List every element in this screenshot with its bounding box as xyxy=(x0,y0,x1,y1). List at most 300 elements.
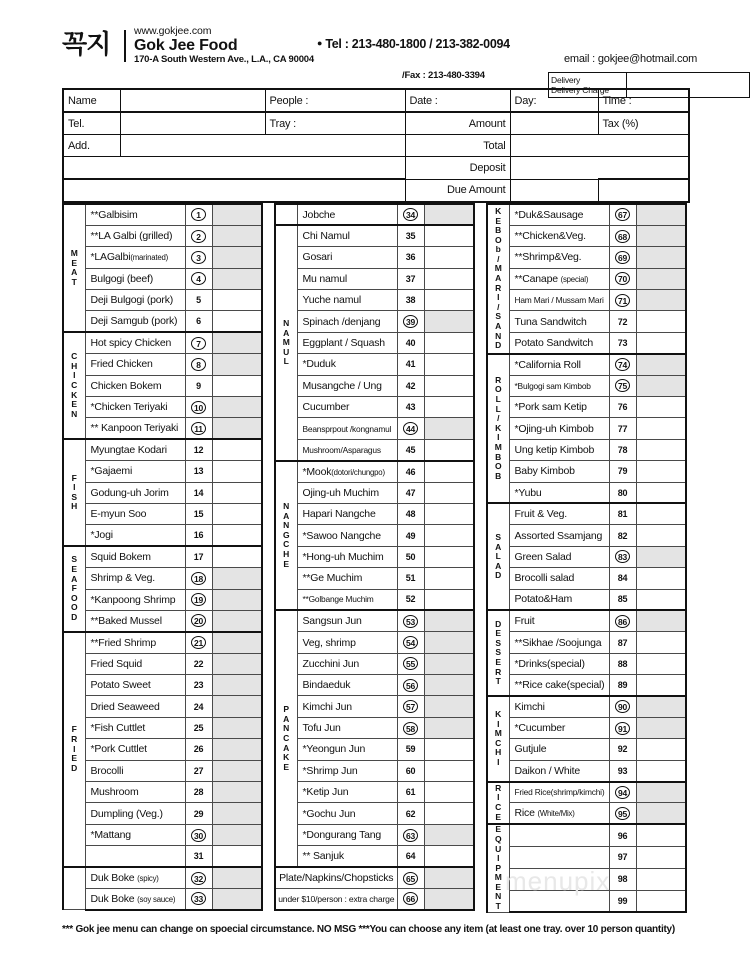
quantity-input[interactable] xyxy=(424,546,474,567)
menu-row xyxy=(275,867,474,888)
menu-item-number xyxy=(609,375,636,396)
menu-row xyxy=(487,717,686,738)
menu-row xyxy=(275,675,474,696)
menu-item-name: *Ketip Jun xyxy=(297,782,397,803)
menu-item-number xyxy=(609,247,636,268)
menu-item-name: Fried Chicken xyxy=(85,354,185,375)
menu-row xyxy=(487,696,686,717)
circled-number: 54 xyxy=(403,636,418,649)
circled-number: 70 xyxy=(615,272,630,285)
quantity-input[interactable] xyxy=(212,803,262,824)
bullet-icon: ● xyxy=(317,38,323,48)
quantity-input[interactable] xyxy=(424,782,474,803)
menu-item-number xyxy=(185,397,212,418)
menu-row xyxy=(487,632,686,653)
menu-row xyxy=(487,739,686,760)
quantity-input[interactable] xyxy=(636,717,686,738)
quantity-input[interactable] xyxy=(212,397,262,418)
menu-item-name: *Cucumber xyxy=(509,717,609,738)
menu-item-number: 45 xyxy=(397,439,424,460)
menu-item-name: *Dongurang Tang xyxy=(297,824,397,845)
menu-category-label: E Q U I P M E N T xyxy=(487,824,509,912)
menu-item-number: 49 xyxy=(397,525,424,546)
menu-item-name: Godung-uh Jorim xyxy=(85,482,185,503)
telephone-value: Tel : 213-480-1800 / 213-382-0094 xyxy=(325,37,510,51)
quantity-input[interactable] xyxy=(636,375,686,396)
quantity-input[interactable] xyxy=(212,268,262,289)
due-amount-label: Due Amount xyxy=(405,179,510,202)
menu-row xyxy=(63,846,262,867)
quantity-input[interactable] xyxy=(636,225,686,246)
menu-item-name: Cucumber xyxy=(297,397,397,418)
circled-number: 2 xyxy=(191,230,206,243)
menu-row xyxy=(275,439,474,460)
menu-row xyxy=(487,610,686,631)
quantity-input[interactable] xyxy=(424,675,474,696)
quantity-input[interactable] xyxy=(636,846,686,868)
menu-item-number xyxy=(609,268,636,289)
quantity-input[interactable] xyxy=(212,568,262,589)
quantity-input[interactable] xyxy=(636,311,686,332)
menu-row xyxy=(63,889,262,910)
menu-row xyxy=(487,868,686,890)
menu-category-label: R O L L / K I M B O B xyxy=(487,354,509,504)
quantity-input[interactable] xyxy=(424,846,474,867)
menu-row xyxy=(63,717,262,738)
quantity-input[interactable] xyxy=(212,290,262,311)
quantity-input[interactable] xyxy=(424,696,474,717)
quantity-input[interactable] xyxy=(424,311,474,332)
quantity-input[interactable] xyxy=(212,439,262,460)
menu-item-number: 97 xyxy=(609,846,636,868)
menu-item-number: 16 xyxy=(185,525,212,546)
menu-row xyxy=(275,546,474,567)
menu-item-name: Green Salad xyxy=(509,546,609,567)
tray-label[interactable]: Tray : xyxy=(265,112,405,135)
quantity-input[interactable] xyxy=(636,632,686,653)
menu-item-number: 5 xyxy=(185,290,212,311)
menu-row xyxy=(487,482,686,503)
tax-label[interactable]: Tax (%) xyxy=(598,112,689,135)
menu-item-number: 87 xyxy=(609,632,636,653)
menu-row xyxy=(275,375,474,396)
menu-item-number: 37 xyxy=(397,268,424,289)
quantity-input[interactable] xyxy=(212,247,262,268)
menu-item-name: **Canape (special) xyxy=(509,268,609,289)
quantity-input[interactable] xyxy=(424,247,474,268)
quantity-input[interactable] xyxy=(424,503,474,524)
menu-row xyxy=(63,803,262,824)
date-label[interactable]: Date : xyxy=(405,89,510,112)
menu-item-number: 31 xyxy=(185,846,212,867)
menu-row xyxy=(487,225,686,246)
quantity-input[interactable] xyxy=(424,482,474,503)
quantity-input[interactable] xyxy=(636,461,686,482)
quantity-input[interactable] xyxy=(212,354,262,375)
quantity-input[interactable] xyxy=(212,632,262,653)
quantity-input[interactable] xyxy=(424,717,474,738)
menu-item-number: 6 xyxy=(185,311,212,332)
menu-row xyxy=(275,782,474,803)
quantity-input[interactable] xyxy=(424,739,474,760)
time-label[interactable]: Time : xyxy=(598,89,689,112)
quantity-input[interactable] xyxy=(636,204,686,225)
quantity-input[interactable] xyxy=(212,375,262,396)
menu-row xyxy=(275,311,474,332)
quantity-input[interactable] xyxy=(424,824,474,845)
quantity-input[interactable] xyxy=(636,803,686,824)
menu-item-number: 25 xyxy=(185,717,212,738)
menu-row xyxy=(275,503,474,524)
menu-row xyxy=(275,568,474,589)
menu-row xyxy=(487,268,686,289)
menu-item-number: 79 xyxy=(609,461,636,482)
quantity-input[interactable] xyxy=(212,717,262,738)
menu-item-number xyxy=(609,225,636,246)
due-amount-input[interactable] xyxy=(598,179,689,202)
menu-row xyxy=(487,375,686,396)
menu-row xyxy=(275,461,474,482)
quantity-input[interactable] xyxy=(212,332,262,353)
quantity-input[interactable] xyxy=(212,610,262,631)
quantity-input[interactable] xyxy=(212,782,262,803)
menu-row xyxy=(275,739,474,760)
menu-item-name: *Drinks(special) xyxy=(509,653,609,674)
quantity-input[interactable] xyxy=(424,204,474,225)
menu-item-number xyxy=(609,803,636,824)
quantity-input[interactable] xyxy=(212,418,262,439)
quantity-input[interactable] xyxy=(424,589,474,610)
quantity-input[interactable] xyxy=(636,890,686,912)
menu-row xyxy=(275,482,474,503)
quantity-input[interactable] xyxy=(212,204,262,225)
menu-row xyxy=(487,653,686,674)
menu-row xyxy=(487,311,686,332)
quantity-input[interactable] xyxy=(636,290,686,311)
menu-item-number: 81 xyxy=(609,503,636,524)
quantity-input[interactable] xyxy=(212,739,262,760)
menu-column-1 xyxy=(62,203,263,913)
circled-number: 63 xyxy=(403,829,418,842)
circled-number: 39 xyxy=(403,315,418,328)
quantity-input[interactable] xyxy=(424,867,474,888)
quantity-input[interactable] xyxy=(212,482,262,503)
quantity-input[interactable] xyxy=(636,439,686,460)
menu-item-name: Myungtae Kodari xyxy=(85,439,185,460)
circled-number: 3 xyxy=(191,251,206,264)
menu-item-number: 59 xyxy=(397,739,424,760)
people-label[interactable]: People : xyxy=(265,89,405,112)
menu-row xyxy=(63,482,262,503)
quantity-input[interactable] xyxy=(636,568,686,589)
menu-item-name: Daikon / White xyxy=(509,760,609,781)
menu-item-number xyxy=(185,332,212,353)
menu-row xyxy=(275,268,474,289)
circled-number: 1 xyxy=(191,208,206,221)
menu-item-name: Assorted Ssamjang xyxy=(509,525,609,546)
quantity-input[interactable] xyxy=(636,503,686,524)
menu-item-name: Fruit & Veg. xyxy=(509,503,609,524)
quantity-input[interactable] xyxy=(212,846,262,867)
menu-item-number xyxy=(397,610,424,631)
menu-item-name: Dumpling (Veg.) xyxy=(85,803,185,824)
menu-row xyxy=(63,397,262,418)
quantity-input[interactable] xyxy=(636,760,686,781)
quantity-input[interactable] xyxy=(424,354,474,375)
quantity-input[interactable] xyxy=(636,696,686,717)
quantity-input[interactable] xyxy=(636,482,686,503)
menu-item-name: **Shrimp&Veg. xyxy=(509,247,609,268)
quantity-input[interactable] xyxy=(212,589,262,610)
quantity-input[interactable] xyxy=(212,867,262,888)
circled-number: 55 xyxy=(403,657,418,670)
menu-category-label: S A L A D xyxy=(487,503,509,610)
menu-category-label: K I M C H I xyxy=(487,696,509,782)
quantity-input[interactable] xyxy=(424,889,474,910)
menu-row xyxy=(63,696,262,717)
menu-item-name xyxy=(509,824,609,846)
quantity-input[interactable] xyxy=(212,889,262,910)
menu-item-name: Brocolli salad xyxy=(509,568,609,589)
menu-row xyxy=(275,632,474,653)
quantity-input[interactable] xyxy=(636,397,686,418)
menu-row xyxy=(487,589,686,610)
menu-item-number xyxy=(609,204,636,225)
menu-item-number xyxy=(397,867,424,888)
menu-item-name: Brocolli xyxy=(85,760,185,781)
menu-item-name: Deji Samgub (pork) xyxy=(85,311,185,332)
menu-item-number xyxy=(185,867,212,888)
quantity-input[interactable] xyxy=(636,610,686,631)
circled-number: 83 xyxy=(615,550,630,563)
menu-item-number xyxy=(609,354,636,375)
menu-item-name: *Mattang xyxy=(85,824,185,845)
menu-category-label: M E A T xyxy=(63,204,85,332)
menu-item-number: 62 xyxy=(397,803,424,824)
menu-category-label: K E B O b / M A R I / S A N D xyxy=(487,204,509,354)
menu-item-name: **Baked Mussel xyxy=(85,610,185,631)
menu-category-label: D E S S E R T xyxy=(487,610,509,696)
quantity-input[interactable] xyxy=(636,418,686,439)
menu-item-number: 23 xyxy=(185,675,212,696)
menu-item-name: ** Kanpoon Teriyaki xyxy=(85,418,185,439)
quantity-input[interactable] xyxy=(424,268,474,289)
quantity-input[interactable] xyxy=(212,311,262,332)
menu-item-name: Hot spicy Chicken xyxy=(85,332,185,353)
quantity-input[interactable] xyxy=(636,354,686,375)
deposit-input[interactable] xyxy=(510,157,689,180)
menu-row xyxy=(275,889,474,910)
menu-row xyxy=(63,439,262,460)
quantity-input[interactable] xyxy=(424,653,474,674)
menu-row xyxy=(63,782,262,803)
menu-item-number: 89 xyxy=(609,675,636,696)
logo-divider xyxy=(124,30,126,62)
menu-item-number xyxy=(609,610,636,631)
quantity-input[interactable] xyxy=(424,803,474,824)
menu-row xyxy=(63,332,262,353)
menu-row xyxy=(63,354,262,375)
menu-item-number: 85 xyxy=(609,589,636,610)
menu-item-name: Rice (White/Mix) xyxy=(509,803,609,824)
quantity-input[interactable] xyxy=(424,225,474,246)
address-input[interactable] xyxy=(120,135,405,157)
quantity-input[interactable] xyxy=(636,824,686,846)
menu-row xyxy=(275,290,474,311)
menu-item-number xyxy=(397,311,424,332)
circled-number: 19 xyxy=(191,593,206,606)
menu-item-name: Ham Mari / Mussam Mari xyxy=(509,290,609,311)
total-label: Total xyxy=(405,135,510,157)
menu-item-name: **Golbange Muchim xyxy=(297,589,397,610)
menu-item-number: 61 xyxy=(397,782,424,803)
menu-item-name: Duk Boke (soy sauce) xyxy=(85,889,185,910)
menu-category-label xyxy=(63,867,85,910)
quantity-input[interactable] xyxy=(636,868,686,890)
menu-row xyxy=(63,653,262,674)
quantity-input[interactable] xyxy=(636,332,686,353)
menu-item-name: *Kanpoong Shrimp xyxy=(85,589,185,610)
menu-item-name: Zucchini Jun xyxy=(297,653,397,674)
menu-item-number: 76 xyxy=(609,397,636,418)
quantity-input[interactable] xyxy=(424,375,474,396)
circled-number: 58 xyxy=(403,722,418,735)
quantity-input[interactable] xyxy=(636,525,686,546)
quantity-input[interactable] xyxy=(424,290,474,311)
menu-row xyxy=(487,824,686,846)
menu-item-number xyxy=(609,717,636,738)
quantity-input[interactable] xyxy=(212,546,262,567)
menu-item-name: *LAGalbi(marinated) xyxy=(85,247,185,268)
quantity-input[interactable] xyxy=(424,632,474,653)
menu-row xyxy=(275,397,474,418)
menu-row xyxy=(275,525,474,546)
menu-item-name: Shrimp & Veg. xyxy=(85,568,185,589)
quantity-input[interactable] xyxy=(636,675,686,696)
menu-row xyxy=(275,696,474,717)
circled-number: 32 xyxy=(191,872,206,885)
menu-item-number xyxy=(397,696,424,717)
quantity-input[interactable] xyxy=(636,589,686,610)
menu-item-name: under $10/person : extra charge xyxy=(275,889,397,910)
menu-item-name: *Duduk xyxy=(297,354,397,375)
quantity-input[interactable] xyxy=(212,653,262,674)
telephone-text xyxy=(317,37,510,51)
quantity-input[interactable] xyxy=(636,782,686,803)
menu-row xyxy=(63,675,262,696)
circled-number: 66 xyxy=(403,892,418,905)
menu-row xyxy=(275,332,474,353)
quantity-input[interactable] xyxy=(636,653,686,674)
menu-item-number: 46 xyxy=(397,461,424,482)
menu-item-number: 48 xyxy=(397,503,424,524)
menu-item-name: **Ge Muchim xyxy=(297,568,397,589)
menu-item-name: Kimchi xyxy=(509,696,609,717)
quantity-input[interactable] xyxy=(636,268,686,289)
menu-item-number xyxy=(185,418,212,439)
menu-row xyxy=(63,375,262,396)
quantity-input[interactable] xyxy=(424,439,474,460)
tel-input[interactable] xyxy=(120,112,265,135)
quantity-input[interactable] xyxy=(212,675,262,696)
menu-item-name: Musangche / Ung xyxy=(297,375,397,396)
menu-row xyxy=(63,290,262,311)
menu-row xyxy=(487,439,686,460)
circled-number: 4 xyxy=(191,272,206,285)
quantity-input[interactable] xyxy=(424,525,474,546)
menu-row xyxy=(63,867,262,888)
menu-item-number: 73 xyxy=(609,332,636,353)
total-input[interactable] xyxy=(510,135,689,157)
form-row-tel xyxy=(63,112,689,135)
customer-info-form xyxy=(62,84,688,203)
quantity-input[interactable] xyxy=(636,546,686,567)
menu-row xyxy=(275,354,474,375)
quantity-input[interactable] xyxy=(212,525,262,546)
website-text: www.gokjee.com xyxy=(134,25,212,37)
menu-item-number: 77 xyxy=(609,418,636,439)
menu-item-name: **Chicken&Veg. xyxy=(509,225,609,246)
menu-item-name: Fried Rice(shrimp/kimchi) xyxy=(509,782,609,803)
quantity-input[interactable] xyxy=(424,610,474,631)
quantity-input[interactable] xyxy=(212,824,262,845)
menu-item-number xyxy=(609,782,636,803)
menu-row xyxy=(63,525,262,546)
quantity-input[interactable] xyxy=(636,247,686,268)
quantity-input[interactable] xyxy=(212,696,262,717)
amount-label: Amount xyxy=(405,112,510,135)
menu-item-number: 29 xyxy=(185,803,212,824)
quantity-input[interactable] xyxy=(212,225,262,246)
circled-number: 8 xyxy=(191,358,206,371)
circled-number: 91 xyxy=(615,722,630,735)
quantity-input[interactable] xyxy=(424,760,474,781)
quantity-input[interactable] xyxy=(424,397,474,418)
menu-item-number: 28 xyxy=(185,782,212,803)
day-label[interactable]: Day: xyxy=(510,89,598,112)
menu-item-number: 82 xyxy=(609,525,636,546)
blank-cell-2 xyxy=(63,179,405,202)
quantity-input[interactable] xyxy=(424,332,474,353)
menu-item-name xyxy=(509,890,609,912)
menu-row xyxy=(63,632,262,653)
menu-item-number: 35 xyxy=(397,225,424,246)
menu-item-name: Mushroom xyxy=(85,782,185,803)
menu-item-name: *Duk&Sausage xyxy=(509,204,609,225)
menu-item-name: *Sawoo Nangche xyxy=(297,525,397,546)
menu-category-label xyxy=(275,204,297,225)
menu-item-name: Gosari xyxy=(297,247,397,268)
quantity-input[interactable] xyxy=(212,503,262,524)
quantity-input[interactable] xyxy=(424,461,474,482)
menu-category-label: P A N C A K E xyxy=(275,610,297,867)
menu-item-number: 38 xyxy=(397,290,424,311)
quantity-input[interactable] xyxy=(212,760,262,781)
quantity-input[interactable] xyxy=(424,418,474,439)
quantity-input[interactable] xyxy=(636,739,686,760)
menu-item-name: Kimchi Jun xyxy=(297,696,397,717)
menu-item-name: Fruit xyxy=(509,610,609,631)
menu-item-name: *Yeongun Jun xyxy=(297,739,397,760)
menu-category-label: F R I E D xyxy=(63,632,85,867)
menu-column-2 xyxy=(274,203,475,913)
quantity-input[interactable] xyxy=(212,461,262,482)
quantity-input[interactable] xyxy=(424,568,474,589)
name-input[interactable] xyxy=(120,89,265,112)
menu-item-number xyxy=(185,824,212,845)
form-row-add xyxy=(63,135,689,157)
amount-input[interactable] xyxy=(510,112,598,135)
